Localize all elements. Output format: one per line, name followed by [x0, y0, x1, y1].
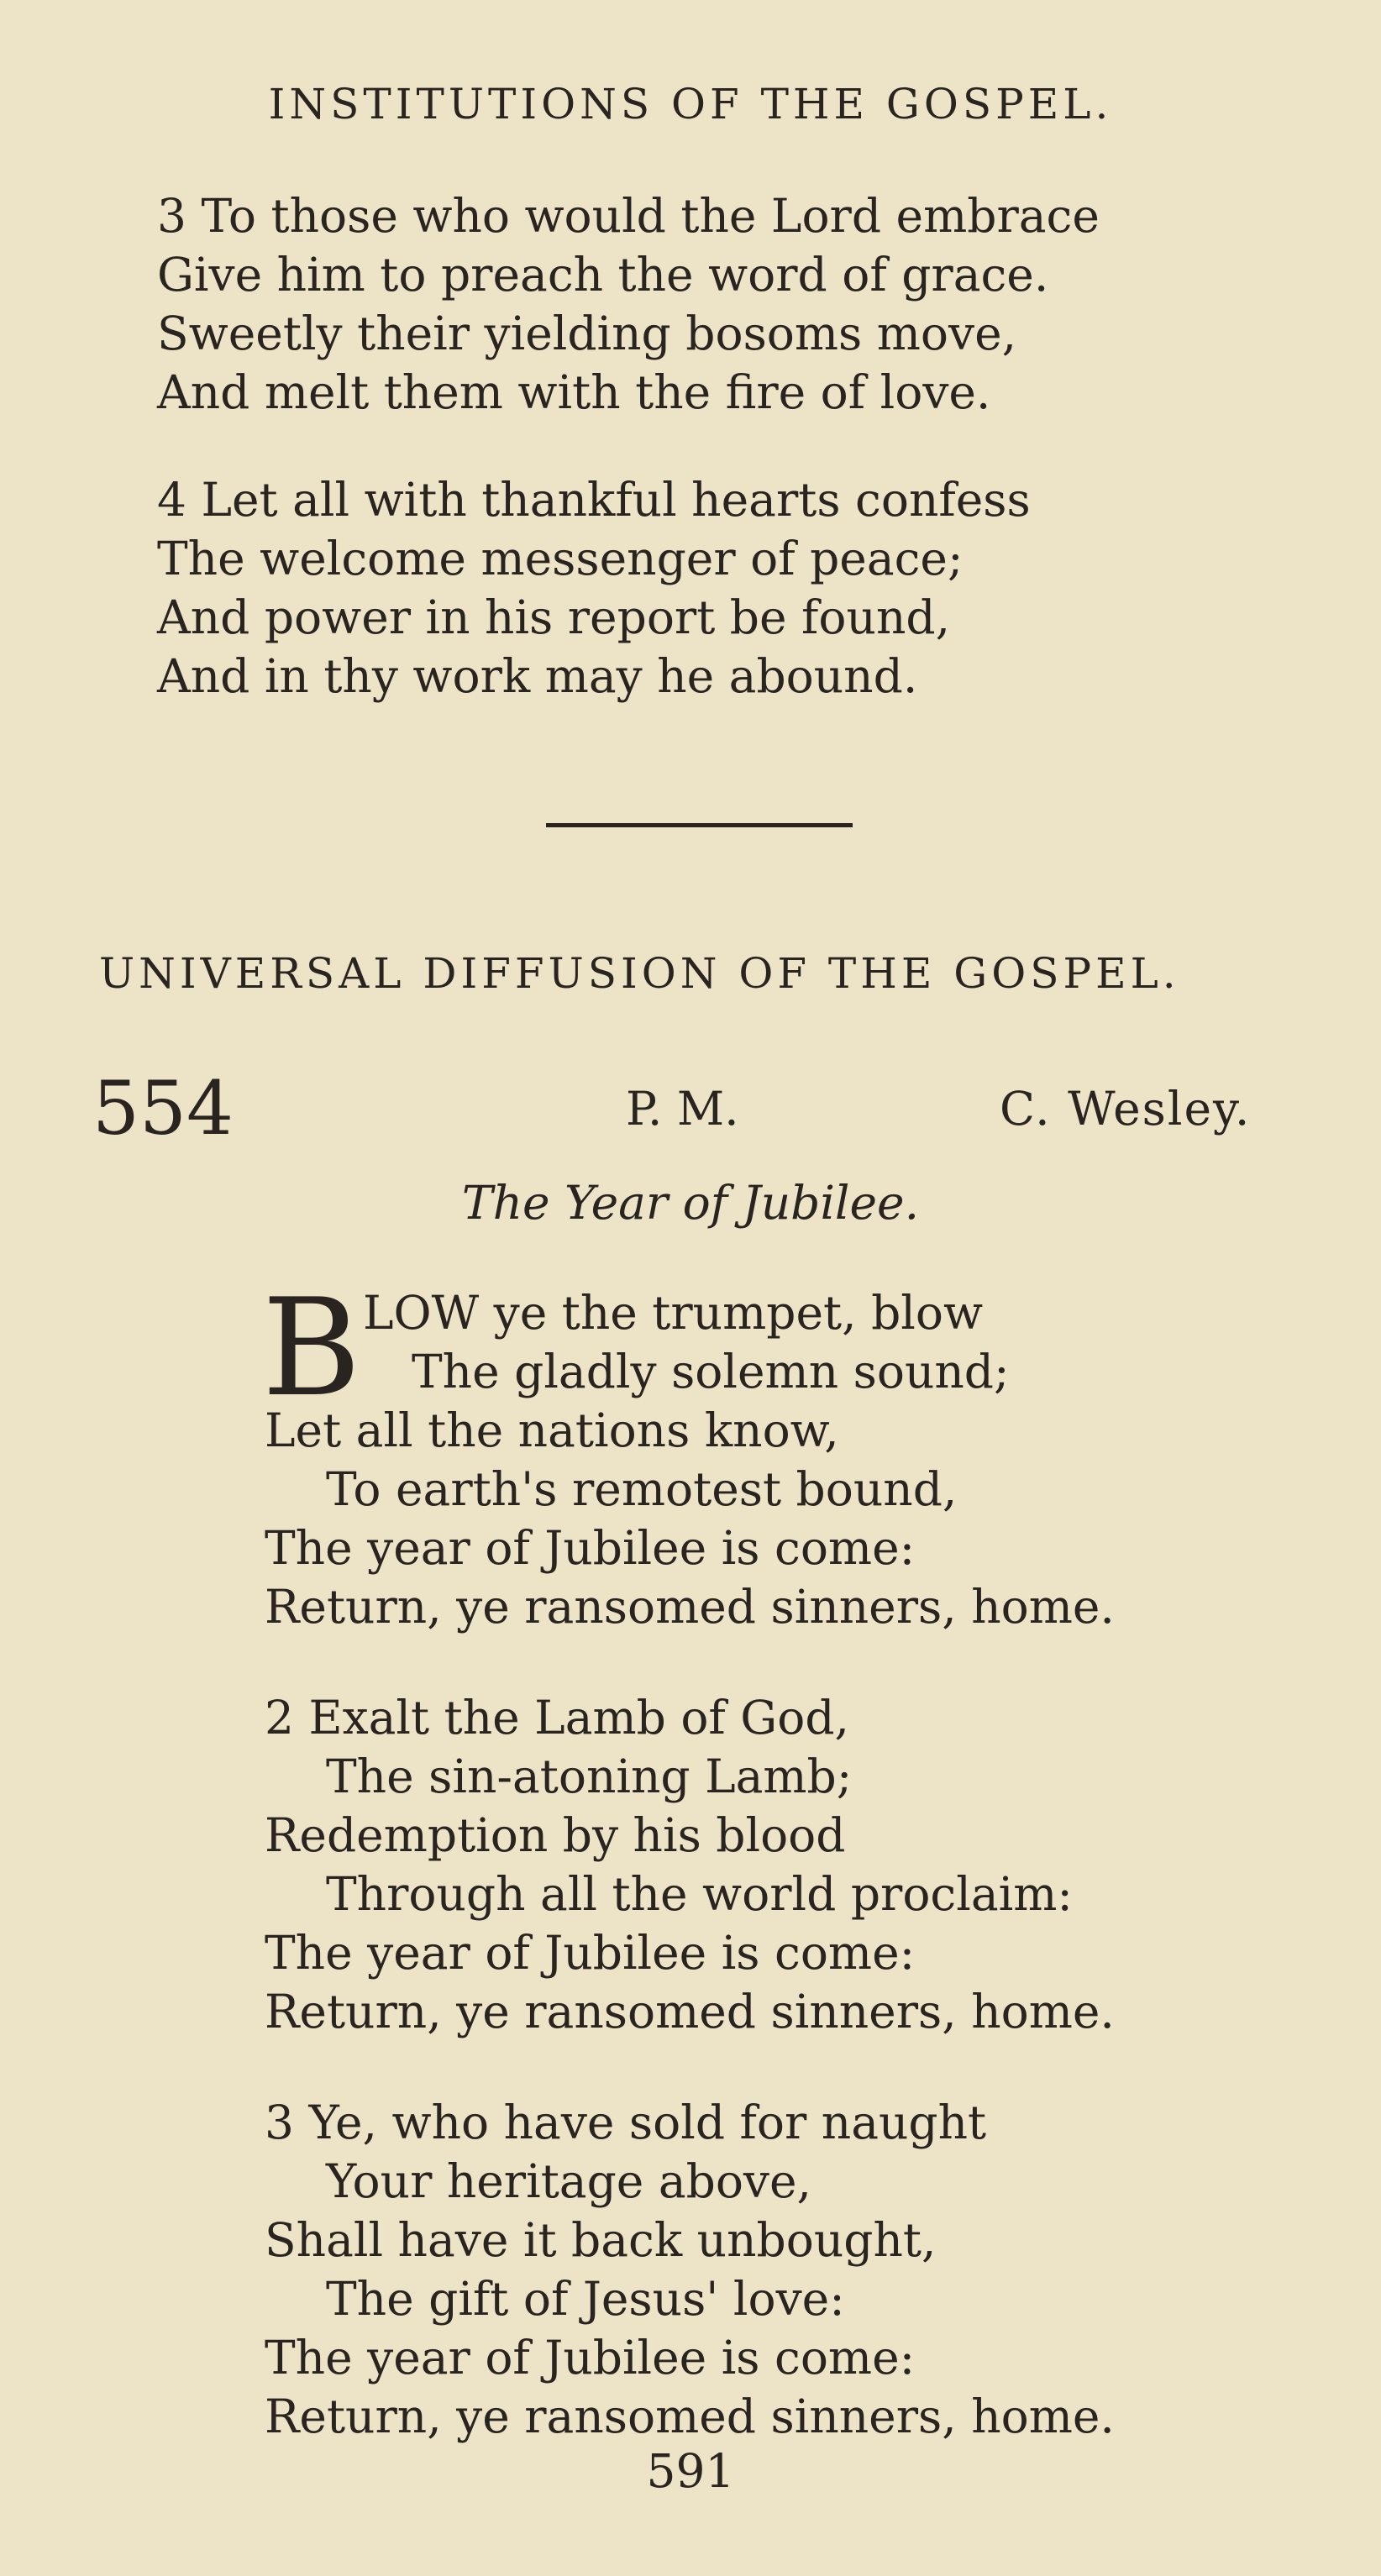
verse-line: Sweetly their yielding bosoms move,: [157, 307, 1017, 360]
verse-line: Through all the world proclaim:: [326, 1867, 1073, 1921]
verse-line: 3 Ye, who have sold for naught: [265, 2096, 987, 2149]
verse-line: The gladly solemn sound;: [412, 1345, 1010, 1398]
verse-line: LOW ye the trumpet, blow: [363, 1286, 984, 1340]
verse-line: The year of Jubilee is come:: [265, 2331, 916, 2385]
verse-line: Return, ye ransomed sinners, home.: [265, 1985, 1115, 2038]
hymn-number: 554: [92, 1065, 234, 1152]
verse-line: 2 Exalt the Lamb of God,: [265, 1691, 850, 1744]
verse-line: Your heritage above,: [326, 2154, 812, 2208]
section-title: UNIVERSAL DIFFUSION OF THE GOSPEL.: [99, 949, 1180, 998]
verse-line: Redemption by his blood: [265, 1808, 846, 1862]
verse-line: Shall have it back unbought,: [265, 2213, 937, 2267]
verse-line: And in thy work may he abound.: [157, 649, 918, 703]
verse-line: And melt them with the fire of love.: [157, 365, 991, 419]
verse-line: Give him to preach the word of grace.: [157, 248, 1049, 302]
verse-line: The year of Jubilee is come:: [265, 1926, 916, 1980]
page-number: 591: [646, 2444, 735, 2498]
verse-line: The year of Jubilee is come:: [265, 1521, 916, 1575]
verse-line: The sin-atoning Lamb;: [326, 1750, 853, 1803]
hymn-author: C. Wesley.: [1000, 1082, 1252, 1136]
verse-line: 3 To those who would the Lord embrace: [157, 189, 1100, 243]
running-header: INSTITUTIONS OF THE GOSPEL.: [268, 80, 1113, 129]
verse-line: Return, ye ransomed sinners, home.: [265, 2390, 1115, 2443]
verse-line: The welcome messenger of peace;: [157, 532, 964, 585]
verse-line: The gift of Jesus' love:: [326, 2272, 845, 2326]
verse-line: 4 Let all with thankful hearts confess: [157, 473, 1031, 527]
verse-line: Return, ye ransomed sinners, home.: [265, 1580, 1115, 1634]
verse-line: Let all the nations know,: [265, 1403, 839, 1457]
hymn-meter: P. M.: [626, 1082, 739, 1136]
hymn-title: The Year of Jubilee.: [461, 1176, 920, 1230]
section-divider: [546, 823, 853, 827]
drop-cap: B: [262, 1269, 361, 1426]
verse-line: And power in his report be found,: [157, 590, 951, 644]
verse-line: To earth's remotest bound,: [326, 1462, 958, 1516]
